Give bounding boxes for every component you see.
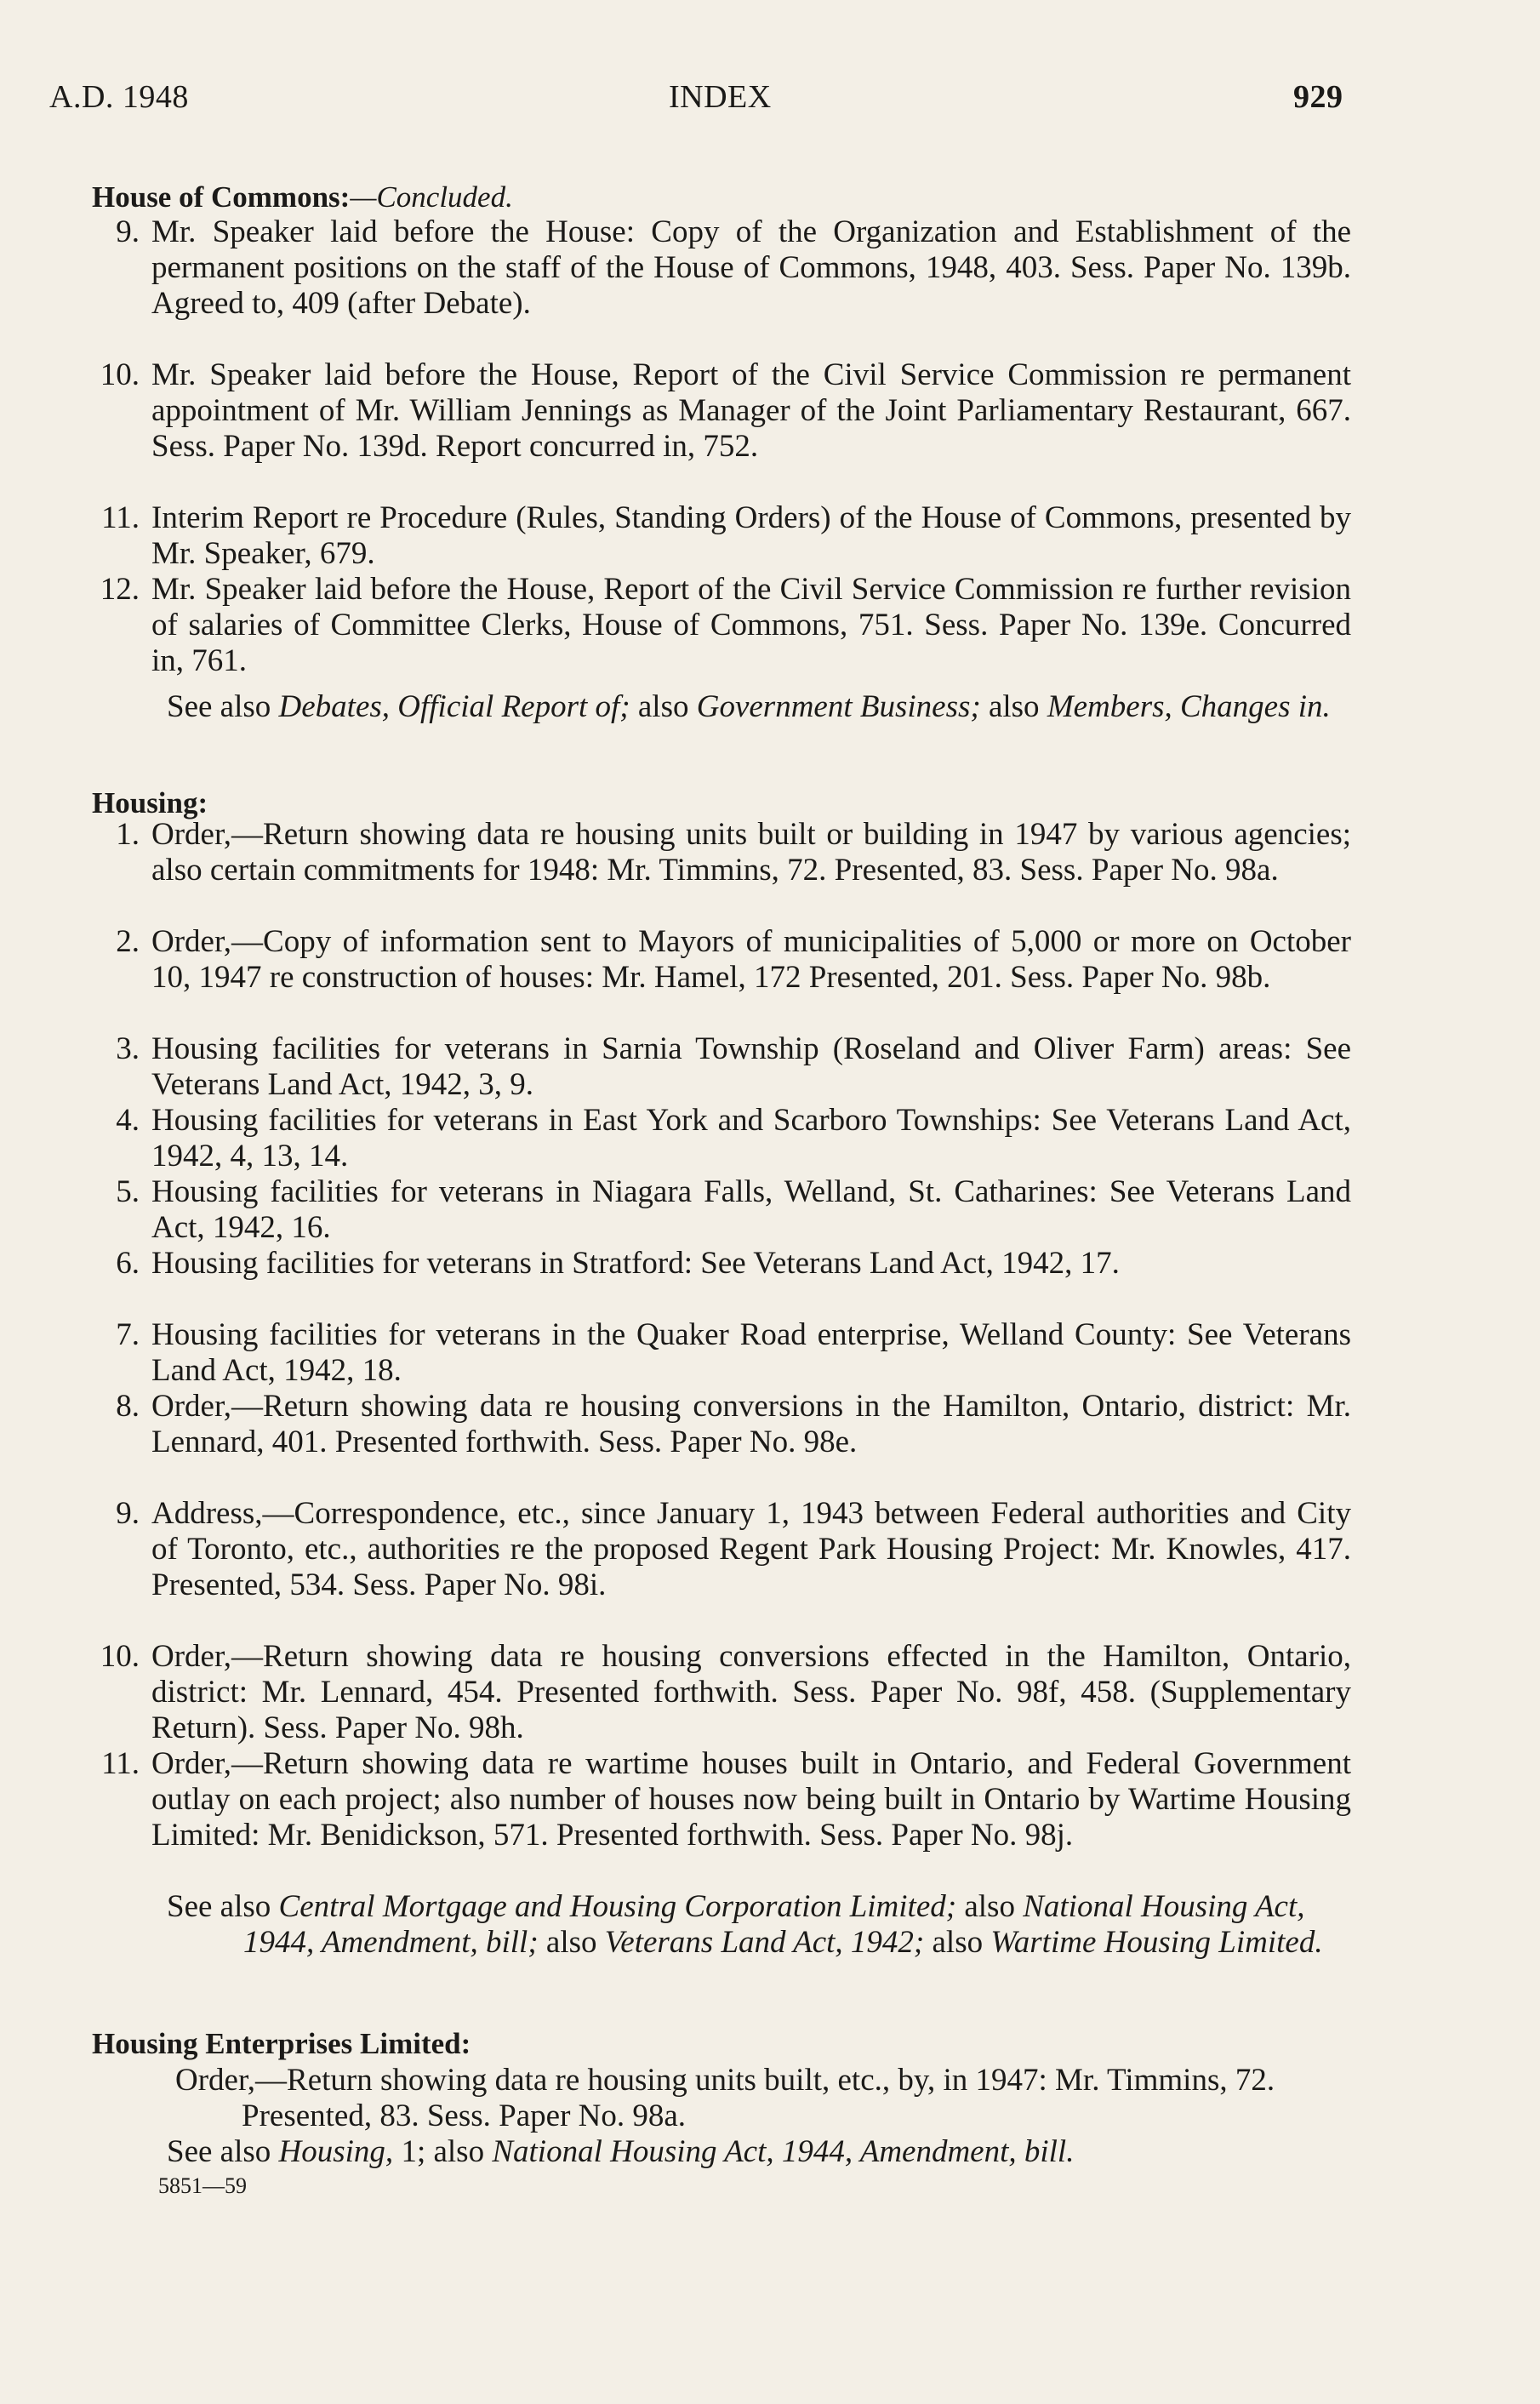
section-title: Housing: xyxy=(92,786,208,819)
cross-reference: Government Business; xyxy=(696,689,981,724)
entry-number: 10. xyxy=(100,1639,140,1674)
cross-reference: Housing, xyxy=(278,2134,394,2169)
entry-number: 6. xyxy=(116,1246,140,1281)
cross-reference: Wartime Housing Limited. xyxy=(990,1925,1323,1960)
entry-number: 3. xyxy=(116,1031,140,1066)
cross-reference: Central Mortgage and Housing Corporation Limited; xyxy=(278,1889,957,1924)
entry-text: Order,—Return showing data re wartime houses built in Ontario, and Federal Government outlay on each project; also number of houses now being built in Ontario by Wartime Housing Limited: Mr. Benidickson, 571. Presented forthwith. Sess. Paper No. 98j. xyxy=(151,1746,1351,1853)
commons-entry-11 xyxy=(101,500,1351,572)
entry-number: 2. xyxy=(116,924,140,959)
entry-number: 1. xyxy=(116,817,140,852)
header-title: INDEX xyxy=(669,79,772,115)
see-also-text: also xyxy=(538,1925,605,1960)
see-also-text: also xyxy=(924,1925,991,1960)
see-also-text: See also xyxy=(167,1889,279,1924)
entry-number: 4. xyxy=(116,1103,140,1138)
section-title: House of Commons: xyxy=(92,180,351,214)
entry-text: Housing facilities for veterans in Niagara Falls, Welland, St. Catharines: See Veterans Land Act, 1942, 16. xyxy=(151,1174,1351,1245)
entry-text: Housing facilities for veterans in Sarnia Township (Roseland and Oliver Farm) areas: See Veterans Land Act, 1942, 3, 9. xyxy=(151,1031,1351,1102)
housing-entry-1 xyxy=(116,817,1351,888)
cross-reference: Veterans Land Act, 1942; xyxy=(604,1925,925,1960)
housing-entry-9 xyxy=(116,1496,1351,1603)
entry-number: 5. xyxy=(116,1174,140,1209)
see-also-text: also xyxy=(980,689,1047,724)
commons-entry-10 xyxy=(100,357,1351,465)
entry-text: Housing facilities for veterans in East York and Scarboro Townships: See Veterans Land Act, 1942, 4, 13, 14. xyxy=(151,1103,1351,1173)
cross-reference: Members, Changes in. xyxy=(1047,689,1331,724)
see-also-text: See also xyxy=(167,2134,279,2169)
housing-entry-5 xyxy=(116,1174,1351,1246)
entry-number: 11. xyxy=(101,1746,140,1781)
commons-see-also xyxy=(167,689,1365,725)
cross-reference: National Housing Act, 1944, Amendment, bill; xyxy=(243,1889,1305,1960)
entry-text: Order,—Return showing data re housing conversions in the Hamilton, Ontario, district: Mr. Lennard, 401. Presented forthwith. Sess. Paper No. 98e. xyxy=(151,1389,1351,1459)
section-heading-house-of-commons xyxy=(92,180,513,214)
entry-text: Order,—Return showing data re housing conversions effected in the Hamilton, Ontario, district: Mr. Lennard, 454. Presented forthwith. Sess. Paper No. 98f, 458. (Supplementary Return). Sess. Paper No. 98h. xyxy=(151,1639,1351,1745)
entry-number: 8. xyxy=(116,1389,140,1424)
entry-text: Mr. Speaker laid before the House: Copy of the Organization and Establishment of the permanent positions on the staff of the House of Commons, 1948, 403. Sess. Paper No. 139b. Agreed to, 409 (after Debate). xyxy=(151,214,1351,321)
section-title: Housing Enterprises Limited: xyxy=(92,2027,471,2060)
section-heading-housing xyxy=(92,786,208,820)
entry-number: 11. xyxy=(101,500,140,535)
entry-text: Housing facilities for veterans in the Quaker Road enterprise, Welland County: See Veterans Land Act, 1942, 18. xyxy=(151,1317,1351,1388)
housing-entry-8 xyxy=(116,1389,1351,1460)
cross-reference: National Housing Act, 1944, Amendment, bill. xyxy=(492,2134,1075,2169)
housing-entry-2 xyxy=(116,924,1351,996)
see-also-text: 1; also xyxy=(393,2134,493,2169)
entry-text: Order,—Return showing data re housing units built or building in 1947 by various agencies; also certain commitments for 1948: Mr. Timmins, 72. Presented, 83. Sess. Paper No. 98a. xyxy=(151,817,1351,888)
housing-entry-6 xyxy=(116,1246,1351,1282)
housing-entry-11 xyxy=(101,1746,1351,1853)
housing-see-also xyxy=(167,1889,1365,1961)
section-concluded: —Concluded. xyxy=(350,180,513,214)
entry-number: 10. xyxy=(100,357,140,392)
entry-text: Mr. Speaker laid before the House, Report of the Civil Service Commission re permanent appointment of Mr. William Jennings as Manager of the Joint Parliamentary Restaurant, 667. Sess. Paper No. 139d. Report concurred in, 752. xyxy=(151,357,1351,464)
page-number: 929 xyxy=(1293,79,1343,115)
entry-text: Address,—Correspondence, etc., since January 1, 1943 between Federal authorities and City of Toronto, etc., authorities re the proposed Regent Park Housing Project: Mr. Knowles, 417. Presented, 534. Sess. Paper No. 98i. xyxy=(151,1496,1351,1602)
housing-entry-3 xyxy=(116,1031,1351,1103)
print-code: 5851—59 xyxy=(158,2173,247,2198)
housing-entry-10 xyxy=(100,1639,1351,1746)
enterprises-order: Order,—Return showing data re housing units built, etc., by, in 1947: Mr. Timmins, 72. Presented, 83. Sess. Paper No. 98a. xyxy=(175,2063,1275,2133)
entry-number: 12. xyxy=(100,572,140,607)
entry-number: 9. xyxy=(116,214,140,249)
entry-text: Mr. Speaker laid before the House, Report of the Civil Service Commission re further revision of salaries of Committee Clerks, House of Commons, 751. Sess. Paper No. 139e. Concurred in, 761. xyxy=(151,572,1351,678)
enterprises-see-also xyxy=(167,2134,1365,2170)
commons-entry-12 xyxy=(100,572,1351,679)
cross-reference: Debates, Official Report of; xyxy=(278,689,630,724)
entry-text: Interim Report re Procedure (Rules, Standing Orders) of the House of Commons, presented by Mr. Speaker, 679. xyxy=(151,500,1351,571)
entry-text: Order,—Copy of information sent to Mayors of municipalities of 5,000 or more on October 10, 1947 re construction of houses: Mr. Hamel, 172 Presented, 201. Sess. Paper No. 98b. xyxy=(151,924,1351,995)
entry-number: 7. xyxy=(116,1317,140,1352)
entry-number: 9. xyxy=(116,1496,140,1531)
header-year: A.D. 1948 xyxy=(49,79,189,115)
see-also-text: See also xyxy=(167,689,279,724)
see-also-text: also xyxy=(956,1889,1024,1924)
housing-entry-4 xyxy=(116,1103,1351,1174)
commons-entry-9 xyxy=(116,214,1351,322)
housing-entry-7 xyxy=(116,1317,1351,1389)
entry-text: Housing facilities for veterans in Stratford: See Veterans Land Act, 1942, 17. xyxy=(151,1246,1120,1281)
section-heading-housing-enterprises xyxy=(92,2027,471,2061)
see-also-text: also xyxy=(630,689,697,724)
